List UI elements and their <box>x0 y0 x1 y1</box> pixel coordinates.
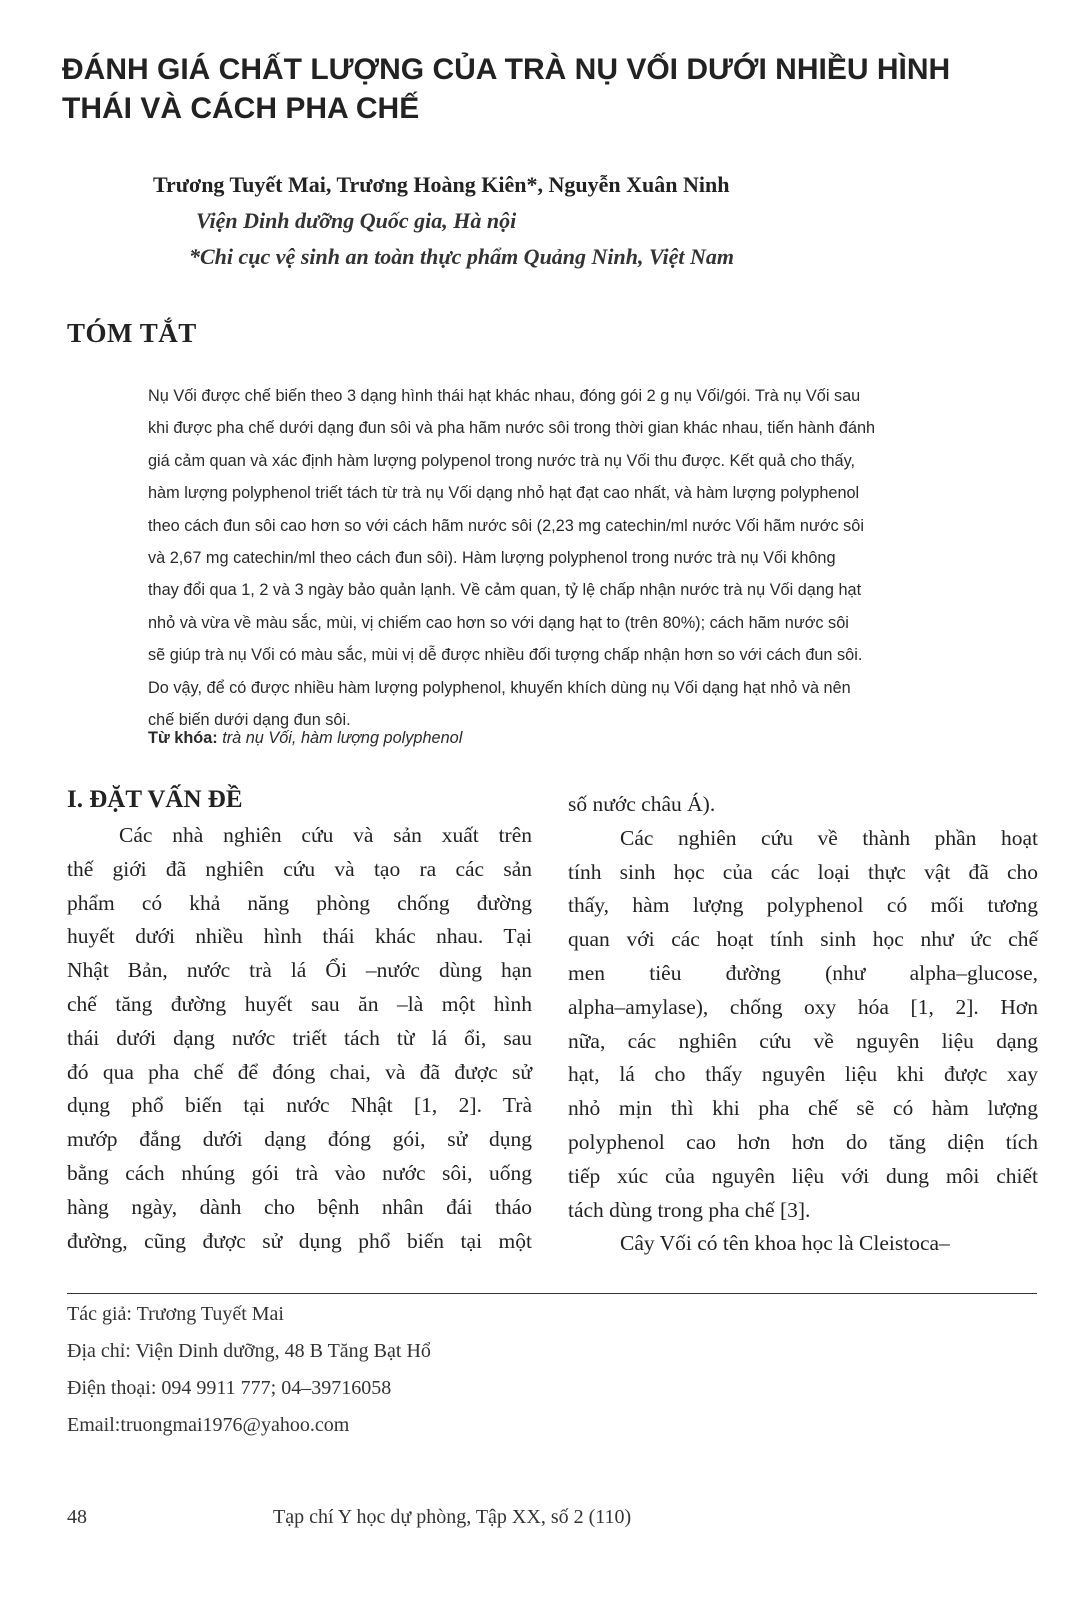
body-line: đó qua pha chế để đóng chai, và đã được sử <box>67 1059 532 1084</box>
footnote-email: Email:truongmai1976@yahoo.com <box>67 1414 350 1436</box>
title-line-2: THÁI VÀ CÁCH PHA CHẾ <box>62 92 420 125</box>
body-line: polyphenol cao hơn hơn do tăng diện tích <box>568 1129 1038 1154</box>
keywords-label: Từ khóa: <box>148 729 218 747</box>
abstract-line: và 2,67 mg catechin/ml theo cách đun sôi). Hàm lượng polyphenol trong nước trà nụ Vối không <box>148 549 836 568</box>
body-line: huyết dưới nhiều hình thái khác nhau. Tại <box>67 924 532 949</box>
abstract-line: sẽ giúp trà nụ Vối có màu sắc, mùi vị dễ được nhiều đối tượng chấp nhận hơn so với cách đun sôi. <box>148 646 863 665</box>
body-line: nhỏ mịn thì khi pha chế sẽ có hàm lượng <box>568 1096 1038 1121</box>
body-line: đường, cũng được sử dụng phổ biến tại một <box>67 1228 532 1253</box>
title-line-1: ĐÁNH GIÁ CHẤT LƯỢNG CỦA TRÀ NỤ VỐI DƯỚI NHIỀU HÌNH <box>62 53 951 86</box>
body-line: hàng ngày, dành cho bệnh nhân đái tháo <box>67 1194 532 1219</box>
abstract-heading: TÓM TẮT <box>67 318 197 348</box>
body-line: alpha–amylase), chống oxy hóa [1, 2]. Hơn <box>568 994 1038 1019</box>
body-line: thấy, hàm lượng polyphenol có mối tương <box>568 893 1038 918</box>
abstract-line: Do vậy, để có được nhiều hàm lượng polyphenol, khuyến khích dùng nụ Vối dạng hạt nhỏ và nên <box>148 678 851 697</box>
affiliation-2: *Chi cục vệ sinh an toàn thực phẩm Quảng Ninh, Việt Nam <box>189 244 734 269</box>
body-line: Các nhà nghiên cứu và sản xuất trên <box>119 823 532 847</box>
abstract-line: theo cách đun sôi cao hơn so với cách hãm nước sôi (2,23 mg catechin/ml nước Vối hãm nước sôi <box>148 516 864 535</box>
body-line: nữa, các nghiên cứu về nguyên liệu dạng <box>568 1028 1038 1053</box>
abstract-line: nhỏ và vừa về màu sắc, mùi, vị chiếm cao hơn so với dạng hạt to (trên 80%); cách hãm nước sôi <box>148 613 849 632</box>
body-line: dụng phổ biến tại nước Nhật [1, 2]. Trà <box>67 1093 532 1118</box>
footnote-phone: Điện thoại: 094 9911 777; 04–39716058 <box>67 1377 392 1399</box>
journal-citation: Tạp chí Y học dự phòng, Tập XX, số 2 (110) <box>273 1506 632 1528</box>
footnote-address: Địa chỉ: Viện Dinh dưỡng, 48 B Tăng Bạt Hổ <box>67 1340 431 1362</box>
body-line: phẩm có khả năng phòng chống đường <box>67 890 532 915</box>
body-line: Cây Vối có tên khoa học là Cleistoca– <box>620 1231 950 1256</box>
keywords-text: trà nụ Vối, hàm lượng polyphenol <box>222 729 463 747</box>
body-line: quan với các hoạt tính sinh học như ức chế <box>568 927 1038 952</box>
abstract-line: khi được pha chế dưới dạng đun sôi và pha hãm nước sôi trong thời gian khác nhau, tiến hành đánh <box>148 419 876 438</box>
body-line: Nhật Bản, nước trà lá Ổi –nước dùng hạn <box>67 958 532 983</box>
body-line: men tiêu đường (như alpha–glucose, <box>568 960 1038 985</box>
abstract-line: giá cảm quan và xác định hàm lượng polypenol trong nước trà nụ Vối thu được. Kết quả cho thấy, <box>148 451 856 470</box>
left-column <box>67 819 532 1258</box>
body-line: Các nghiên cứu về thành phần hoạt <box>620 825 1038 850</box>
abstract-line: Nụ Vối được chế biến theo 3 dạng hình thái hạt khác nhau, đóng gói 2 g nụ Vối/gói. Trà nụ Vối sau <box>148 387 861 405</box>
body-line: số nước châu Á). <box>568 792 716 816</box>
body-line: tách dùng trong pha chế [3]. <box>568 1197 811 1222</box>
body-line: mướp đắng dưới dạng đóng gói, sử dụng <box>67 1127 532 1152</box>
right-column <box>568 788 1038 1261</box>
body-line: thái dưới dạng nước triết tách từ lá ổi, sau <box>67 1025 532 1050</box>
abstract-line: thay đổi qua 1, 2 và 3 ngày bảo quản lạnh. Về cảm quan, tỷ lệ chấp nhận nước trà nụ Vối dạng hạt <box>148 581 862 600</box>
paper-title <box>62 50 1072 128</box>
body-line: tính sinh học của các loại thực vật đã cho <box>568 859 1038 884</box>
page-number: 48 <box>67 1506 87 1528</box>
body-line: bằng cách nhúng gói trà vào nước sôi, uống <box>67 1160 532 1185</box>
body-line: thế giới đã nghiên cứu và tạo ra các sản <box>67 856 532 881</box>
abstract-body <box>148 380 1060 736</box>
keywords <box>148 729 462 748</box>
abstract-line: chế biến dưới dạng đun sôi. <box>148 711 351 730</box>
body-line: hạt, lá cho thấy nguyên liệu khi được xay <box>568 1062 1038 1087</box>
affiliation-1: Viện Dinh dưỡng Quốc gia, Hà nội <box>196 208 517 233</box>
body-line: chế tăng đường huyết sau ăn –là một hình <box>67 991 532 1016</box>
section-heading: I. ĐẶT VẤN ĐỀ <box>67 786 243 813</box>
authors: Trương Tuyết Mai, Trương Hoàng Kiên*, Nguyễn Xuân Ninh <box>153 172 730 197</box>
footnote-divider <box>67 1293 1037 1294</box>
footnote-author: Tác giả: Trương Tuyết Mai <box>67 1303 284 1325</box>
abstract-line: hàm lượng polyphenol triết tách từ trà nụ Vối dạng nhỏ hạt đạt cao nhất, và hàm lượng polyphenol <box>148 484 860 503</box>
body-line: tiếp xúc của nguyên liệu với dung môi chiết <box>568 1163 1038 1188</box>
